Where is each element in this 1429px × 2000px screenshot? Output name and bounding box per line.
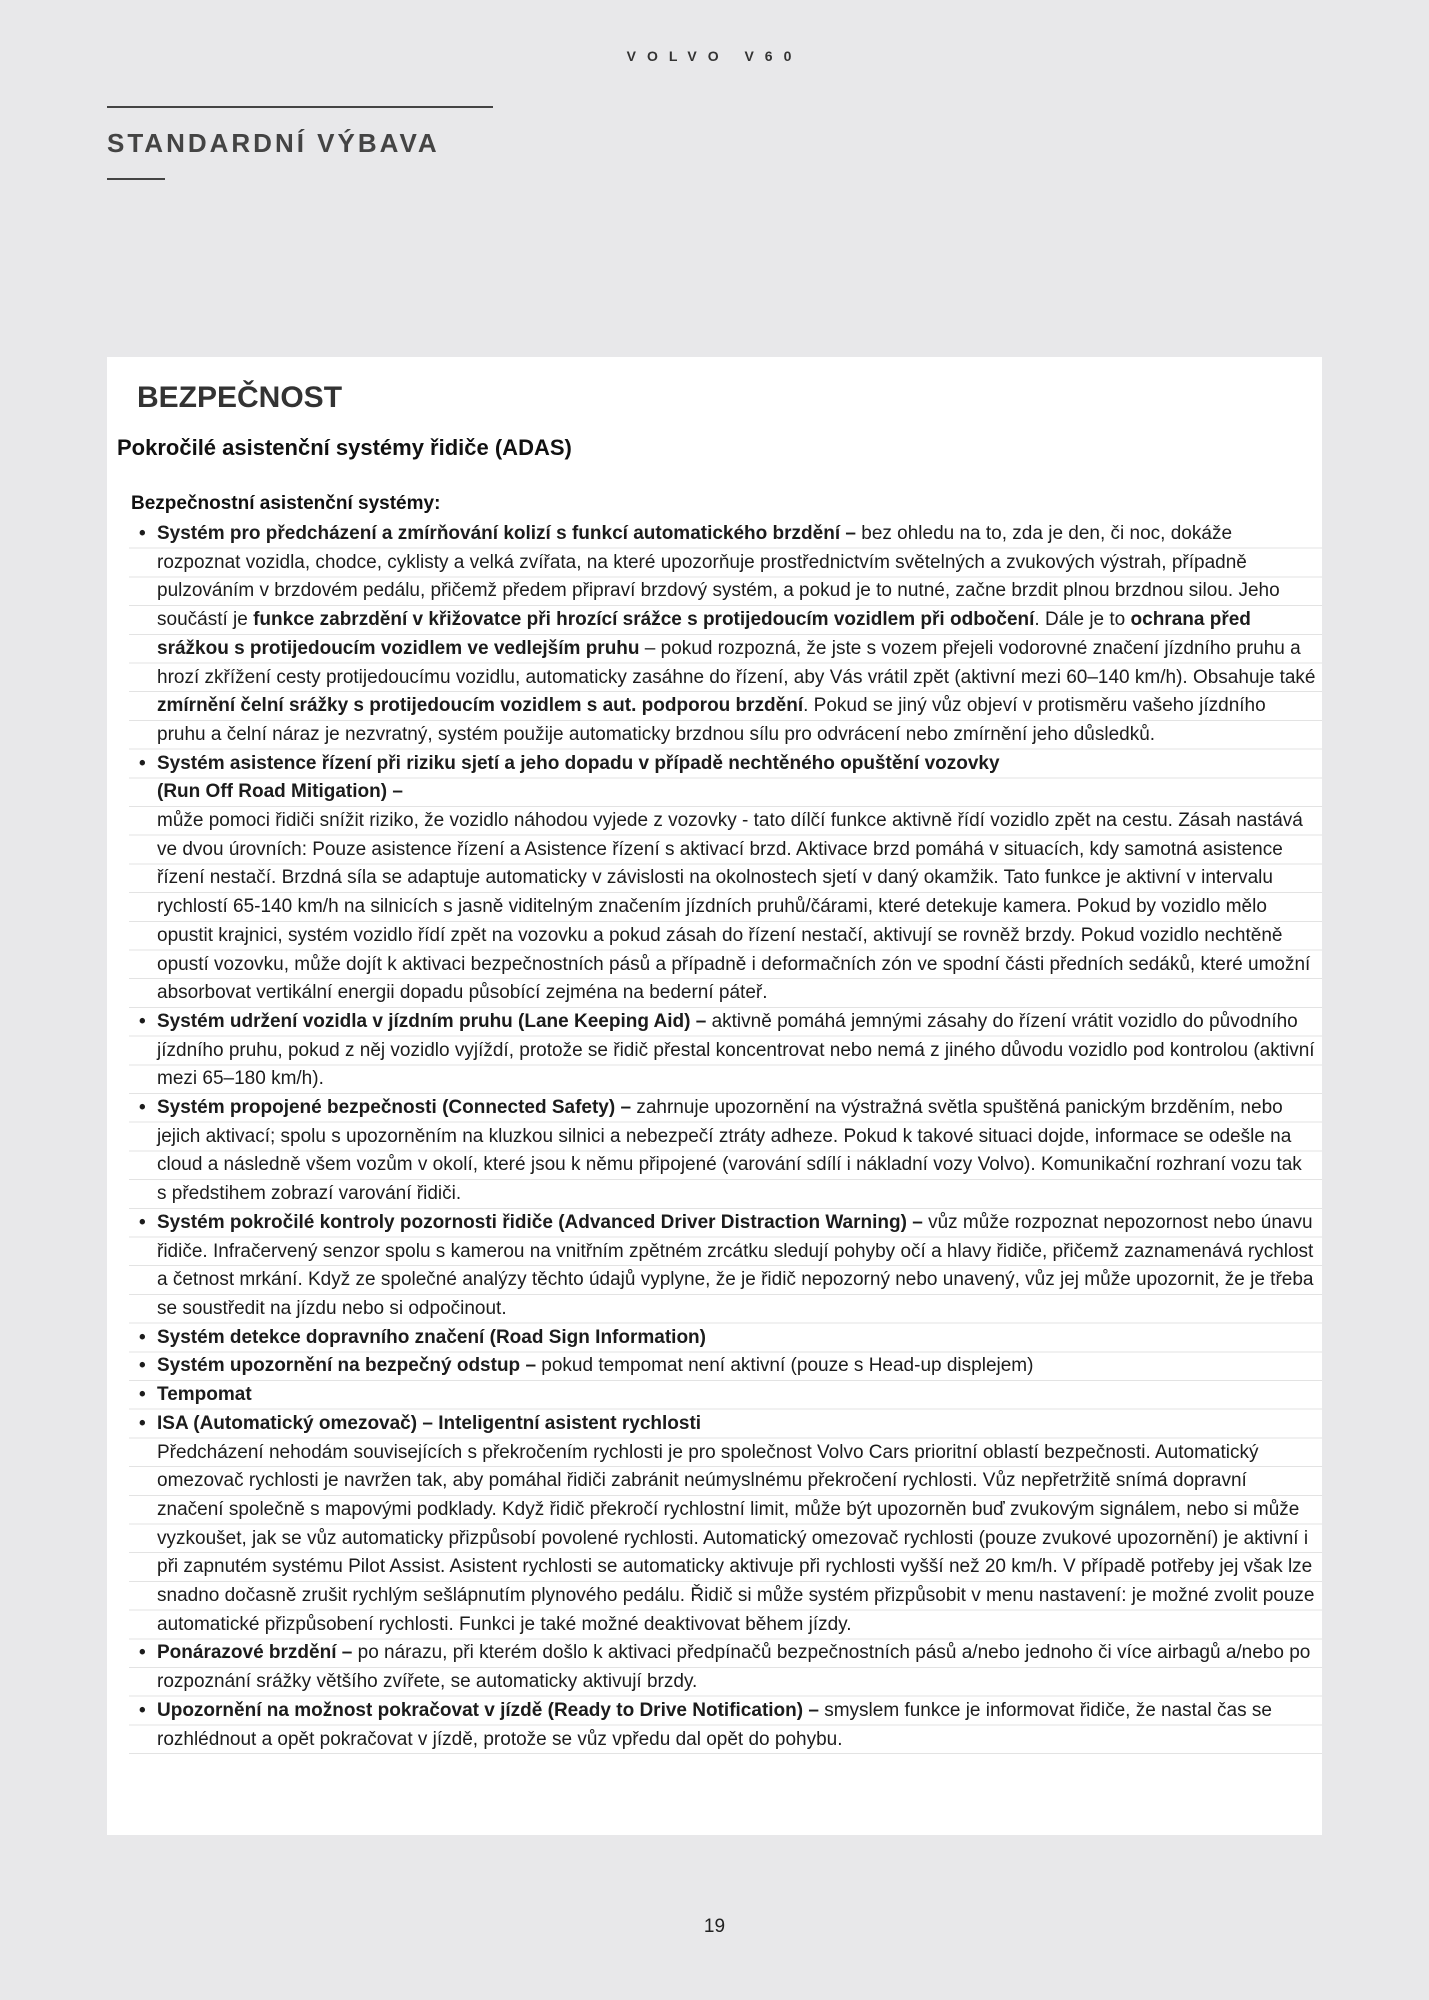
list-item xyxy=(129,1008,1322,1094)
item-bold-text: Systém asistence řízení při riziku sjetí a jeho dopadu v případě nechtěného opuštění vozovky xyxy=(157,752,1000,774)
feature-list xyxy=(129,520,1322,1754)
subheading: Pokročilé asistenční systémy řidiče (ADAS) xyxy=(117,435,572,460)
item-bold-text: Systém udržení vozidla v jízdním pruhu (Lane Keeping Aid) – xyxy=(157,1010,707,1032)
bullet-icon: • xyxy=(139,1010,146,1032)
item-text: bez ohledu na to, zda je den, či noc, dokáže rozpoznat vozidla, chodce, cyklisty a velká zvířata, na které upozorňuje prostřednictvím světelných a zvukových výstrah, případně pulzováním v brzdovém pedálu, přičemž předem připraví brzdový systém, a pokud je to nutné, začne brzdit plnou brzdnou silou. Jeho součástí je xyxy=(157,523,1280,631)
bullet-icon: • xyxy=(139,1699,146,1721)
item-bold-text: Systém pro předcházení a zmírňování kolizí s funkcí automatického brzdění – xyxy=(157,523,856,544)
section-title: STANDARDNÍ VÝBAVA xyxy=(107,128,440,158)
item-bold-text: zmírnění čelní srážky s protijedoucím vozidlem s aut. podporou brzdění xyxy=(157,695,804,717)
list-item xyxy=(129,1697,1322,1754)
bullet-icon: • xyxy=(139,1097,146,1119)
item-bold-text: funkce zabrzdění v křižovatce při hrozící srážce s protijedoucím vozidlem při odbočení xyxy=(253,609,1035,631)
bullet-icon: • xyxy=(139,1642,146,1664)
list-item xyxy=(129,1410,1322,1640)
item-text: po nárazu, při kterém došlo k aktivaci předpínačů bezpečnostních pásů a/nebo jednoho či více airbagů a/nebo po rozpoznání srážky většího zvířete, se automaticky aktivují brzdy. xyxy=(157,1642,1311,1693)
item-bold-text: Systém propojené bezpečnosti (Connected Safety) – xyxy=(157,1097,632,1119)
item-bold-text: ISA (Automatický omezovač) – Inteligentní asistent rychlosti xyxy=(157,1412,702,1434)
list-item xyxy=(129,1324,1322,1353)
item-text: aktivně pomáhá jemnými zásahy do řízení vrátit vozidlo do původního jízdního pruhu, pokud z něj vozidlo vyjíždí, protože se řidič přestal koncentrovat nebo nemá z jiného důvodu vozidlo pod kontrolou (aktivní mezi 65–180 km/h). xyxy=(157,1010,1315,1090)
item-text: zahrnuje upozornění na výstražná světla spuštěná panickým brzděním, nebo jejich aktivací; spolu s upozorněním na kluzkou silnici a nebezpečí ztráty adheze. Pokud k takové situaci dojde, informace se odešle na cloud a následně všem vozům v okolí, které jsou k němu připojené (varování sdílí i nákladní vozy Volvo). Komunikační rozhraní vozu tak s předstihem zobrazí varování řidiči. xyxy=(157,1097,1302,1205)
item-bold-text: ochrana před srážkou s protijedoucím vozidlem ve vedlejším pruhu xyxy=(157,609,1251,659)
bullet-icon: • xyxy=(139,1384,146,1406)
bullet-icon: • xyxy=(139,1211,146,1233)
group-heading: Bezpečnostní asistenční systémy: xyxy=(131,493,441,514)
list-item xyxy=(129,1639,1322,1696)
item-bold-text: Ponárazové brzdění – xyxy=(157,1642,353,1664)
item-text: může pomoci řidiči snížit riziko, že vozidlo náhodou vyjede z vozovky - tato dílčí funkce aktivně řídí vozidlo zpět na cestu. Zásah nastává ve dvou úrovních: Pouze asistence řízení a Asistence řízení s aktivací brzd. Aktivace brzd pomáhá v situacích, kdy samotná asistence řízení nestačí. Brzdná síla se adaptuje automaticky v závislosti na okolnostech sjetí v daný okamžik. Tato funkce je aktivní v intervalu rychlostí 65-140 km/h na silnicích s jasně viditelným značením jízdních pruhů/čárami, které detekuje kamera. Pokud by vozidlo mělo opustit krajnici, systém vozidlo řídí zpět na vozovku a pokud zásah do řízení nestačí, aktivují se rovněž brzdy. Pokud vozidlo nechtěně opustí vozovku, může dojít k aktivaci bezpečnostních pásů a případně i deformačních zón ve spodní části předních sedáků, které umožní absorbovat vertikální energii dopadu působící zejména na bederní páteř. xyxy=(157,810,1311,1004)
item-bold-text: Upozornění na možnost pokračovat v jízdě (Ready to Drive Notification) – xyxy=(157,1699,819,1721)
top-divider xyxy=(107,106,493,108)
title-underline xyxy=(107,178,165,180)
page-heading: BEZPEČNOST xyxy=(137,381,343,414)
list-item xyxy=(129,1352,1322,1381)
list-item xyxy=(129,1381,1322,1410)
brand-header: VOLVO V60 xyxy=(626,48,803,64)
page-number: 19 xyxy=(703,1916,726,1937)
item-bold-text: (Run Off Road Mitigation) – xyxy=(157,781,403,803)
item-text: . Dále je to xyxy=(1034,609,1131,631)
list-item xyxy=(129,1094,1322,1209)
item-bold-text: Tempomat xyxy=(157,1384,252,1406)
item-text: pokud tempomat není aktivní (pouze s Head-up displejem) xyxy=(536,1355,1034,1377)
bullet-icon: • xyxy=(139,1326,146,1348)
list-item xyxy=(129,1209,1322,1324)
bullet-icon: • xyxy=(139,752,146,774)
bullet-icon: • xyxy=(139,1412,146,1434)
content-panel xyxy=(107,357,1322,1835)
item-bold-text: Systém detekce dopravního značení (Road Sign Information) xyxy=(157,1326,706,1348)
item-bold-text: Systém upozornění na bezpečný odstup – xyxy=(157,1355,537,1377)
item-bold-text: Systém pokročilé kontroly pozornosti řidiče (Advanced Driver Distraction Warning) – xyxy=(157,1211,923,1233)
bullet-icon: • xyxy=(139,1355,146,1377)
list-item xyxy=(129,750,1322,1008)
list-item xyxy=(129,520,1322,750)
item-text: . Pokud se jiný vůz objeví v protisměru vašeho jízdního pruhu a čelní náraz je nezvratný, systém použije automaticky brzdnou sílu pro odvrácení nebo zmírnění jeho důsledků. xyxy=(157,695,1266,745)
item-text: Předcházení nehodám souvisejících s překročením rychlosti je pro společnost Volvo Cars prioritní oblastí bezpečnosti. Automatický omezovač rychlosti je navržen tak, aby pomáhal řidiči zabránit neúmyslnému překročení rychlosti. Vůz nepřetržitě snímá dopravní značení společně s mapovými podklady. Když řidič překročí rychlostní limit, může být upozorněn buď zvukovým signálem, nebo si může vyzkoušet, jak se vůz automaticky přizpůsobí povolené rychlosti. Automatický omezovač rychlosti (pouze zvukové upozornění) je aktivní i při zapnutém systému Pilot Assist. Asistent rychlosti se automaticky aktivuje při rychlosti vyšší než 20 km/h. V případě potřeby jej však lze snadno dočasně zrušit rychlým sešlápnutím plynového pedálu. Řidič si může systém přizpůsobit v menu nastavení: je možné zvolit pouze automatické přizpůsobení rychlosti. Funkci je také možné deaktivovat během jízdy. xyxy=(157,1441,1315,1635)
item-text: – pokud rozpozná, že jste s vozem přejeli vodorovné značení jízdního pruhu a hrozí zkřížení cesty protijedoucímu vozidlu, automaticky zasáhne do řízení, aby Vás vrátil zpět (aktivní mezi 60–140 km/h). Obsahuje také xyxy=(157,637,1316,688)
item-text: vůz může rozpoznat nepozornost nebo únavu řidiče. Infračervený senzor spolu s kamerou na vnitřním zpětném zrcátku sledují pohyby očí a hlavy řidiče, přičemž zaznamenává rychlost a četnost mrkání. Když ze společné analýzy těchto údajů vyplyne, že je řidič nepozorný nebo unavený, vůz jej může upozornit, že je třeba se soustředit na jízdu nebo si odpočinout. xyxy=(157,1211,1314,1319)
item-text: smyslem funkce je informovat řidiče, že nastal čas se rozhlédnout a opět pokračovat v jízdě, protože se vůz vpředu dal opět do pohybu. xyxy=(157,1699,1272,1750)
bullet-icon: • xyxy=(139,523,146,544)
